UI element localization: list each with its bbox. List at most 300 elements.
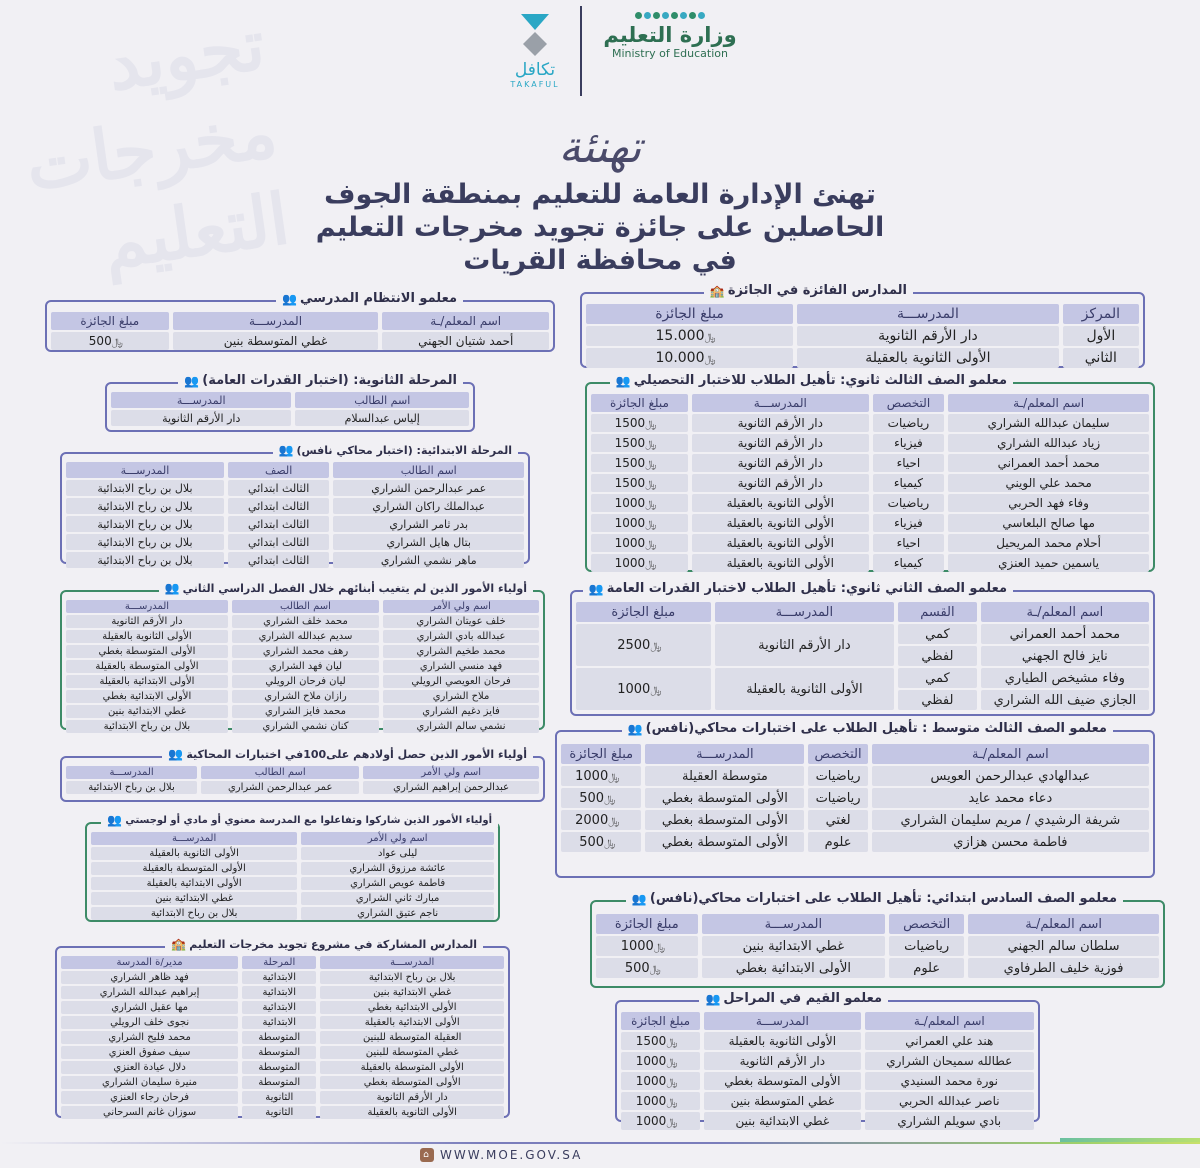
table-row	[61, 1031, 504, 1044]
table-cell: الأولى الثانوية بالعقيلة	[704, 1032, 860, 1050]
table-cell: الأولى المتوسطة بغطي	[704, 1072, 860, 1090]
column-header: التخصص	[889, 914, 964, 934]
table-cell: المتوسطة	[242, 1031, 316, 1044]
table-row	[66, 705, 539, 718]
table-cell: 1000﷼	[591, 534, 688, 552]
attendance-title: معلمو الانتظام المدرسي 👥	[276, 291, 463, 306]
table-cell: فيزياء	[873, 514, 945, 532]
table-cell: دار الأرقم الثانوية	[692, 474, 869, 492]
table-row	[61, 971, 504, 984]
table-cell: فرحان رجاء العنزي	[61, 1091, 238, 1104]
table-cell: ملاح الشراري	[383, 690, 539, 703]
guardians-absence-table	[62, 598, 543, 735]
table-cell: رازان ملاح الشراري	[232, 690, 379, 703]
table-row: وفاء مشيخص الطياري كمي الأولى الثانوية بالعقيلة 1000﷼	[576, 668, 1149, 688]
table-row	[61, 1076, 504, 1089]
column-header: المدرســـة	[645, 744, 804, 764]
table-cell: الثالث ابتدائي	[228, 534, 330, 550]
table-cell: سديم عبدالله الشراري	[232, 630, 379, 643]
table-row	[591, 454, 1149, 472]
table-row	[66, 675, 539, 688]
table-cell: بلال بن رباح الابتدائية	[320, 971, 504, 984]
participating-schools-title: المدارس المشاركة في مشروع تجويد مخرجات التعليم 🏫	[165, 937, 483, 951]
takaful-logo	[500, 12, 570, 89]
gat-teachers-title: معلمو الصف الثاني ثانوي: تأهيل الطلاب لاختبار القدرات العامة 👥	[583, 581, 1013, 596]
table-cell: دار الأرقم الثانوية	[692, 414, 869, 432]
table-row	[66, 660, 539, 673]
nafes-primary-box	[60, 443, 530, 567]
moe-ar: وزارة التعليم	[603, 23, 737, 47]
heading-line-1: تهنئ الإدارة العامة للتعليم بمنطقة الجوف	[324, 179, 876, 210]
table-cell: غطي الابتدائية بنين	[320, 986, 504, 999]
table-cell: الأولى الثانوية بالعقيلة	[66, 630, 228, 643]
table-cell: مها صالح البلعاسي	[948, 514, 1149, 532]
table-cell: عبدالله بادي الشراري	[383, 630, 539, 643]
column-header: مبلغ الجائزة	[591, 394, 688, 412]
table-cell: شريفة الرشيدي / مريم سليمان الشراري	[872, 810, 1149, 830]
table-cell: ياسمين حميد العنزي	[948, 554, 1149, 572]
table-cell: كنان نشمي الشراري	[232, 720, 379, 733]
table-cell: 1000﷼	[591, 494, 688, 512]
table-row	[621, 1072, 1034, 1090]
people-icon: 👥	[631, 891, 644, 906]
table-cell: الأولى المتوسطة بالعقيلة	[320, 1061, 504, 1074]
table-row	[561, 810, 1149, 830]
table-cell: الثالث ابتدائي	[228, 480, 330, 496]
table-row	[66, 480, 524, 496]
table-cell: 1000﷼	[621, 1052, 700, 1070]
column-header: المدرســـة	[702, 914, 886, 934]
table-cell: بادي سويلم الشراري	[865, 1112, 1034, 1130]
footer	[0, 1138, 1200, 1168]
column-header: المرحلة	[242, 956, 316, 969]
column-header: التخصص	[808, 744, 867, 764]
table-cell: 1000﷼	[591, 554, 688, 572]
table-row	[66, 516, 524, 532]
table-cell: 1000﷼	[621, 1092, 700, 1110]
table-cell: بدر ثامر الشراري	[333, 516, 524, 532]
column-header: اسم المعلم/ـة	[872, 744, 1149, 764]
table-cell: زياد عبدالله الشراري	[948, 434, 1149, 452]
table-row	[591, 514, 1149, 532]
nafes-sixth-title: معلمو الصف السادس ابتدائي: تأهيل الطلاب على اختبارات محاكي(نافس) 👥	[626, 891, 1123, 906]
table-cell: المتوسطة	[242, 1061, 316, 1074]
table-row: محمد أحمد العمراني كمي دار الأرقم الثانوية 2500﷼	[576, 624, 1149, 644]
column-header: المدرســـة	[320, 956, 504, 969]
people-icon: 👥	[615, 373, 628, 388]
column-header: اسم المعلم/ـة	[865, 1012, 1034, 1030]
table-cell: الأولى الثانوية بالعقيلة	[692, 534, 869, 552]
moe-logo	[600, 12, 740, 60]
gat-teachers-box	[570, 581, 1155, 716]
table-row	[621, 1032, 1034, 1050]
table-row	[621, 1052, 1034, 1070]
table-cell: سوزان غانم السرحاني	[61, 1106, 238, 1119]
nafes-intermediate-table	[557, 742, 1153, 854]
table-cell: 1500﷼	[621, 1032, 700, 1050]
school-icon: 🏫	[171, 937, 184, 951]
table-cell: فوزية خليف الطرفاوي	[968, 958, 1159, 978]
achievement-title: معلمو الصف الثالث ثانوي: تأهيل الطلاب للاختبار التحصيلي 👥	[610, 373, 1013, 388]
column-header: اسم المعلم/ـة	[948, 394, 1149, 412]
table-cell: عطالله سميحان الشراري	[865, 1052, 1034, 1070]
table-cell: خلف عويتان الشراري	[383, 615, 539, 628]
table-cell: بلال بن رباح الابتدائية	[66, 498, 224, 514]
table-cell: الأولى المتوسطة بغطي	[320, 1076, 504, 1089]
table-cell: عمر عبدالرحمن الشراري	[333, 480, 524, 496]
table-row	[91, 877, 494, 890]
table-cell: الثانوية	[242, 1106, 316, 1119]
achievement-table	[587, 392, 1153, 574]
table-cell: محمد فليح الشراري	[61, 1031, 238, 1044]
guardians-absence-title: أولياء الأمور الذين لم يتغيب أبنائهم خلال الفصل الدراسي الثاني 👥	[159, 581, 533, 595]
column-header: مبلغ الجائزة	[596, 914, 698, 934]
values-teachers-box	[615, 991, 1040, 1128]
table-row	[561, 832, 1149, 852]
people-icon: 👥	[107, 813, 120, 827]
takaful-en: TAKAFUL	[510, 80, 560, 89]
table-cell: نجوى خلف الرويلي	[61, 1016, 238, 1029]
table-cell: غطي الابتدائية بنين	[702, 936, 886, 956]
table-cell: علوم	[889, 958, 964, 978]
winning-schools-table: المركز المدرســـة مبلغ الجائزة الأول دار الأرقم الثانوية 15.000﷼ الثاني الأولى الثانوية بالعقيلة 10.000﷼	[582, 302, 1143, 370]
table-row	[61, 1061, 504, 1074]
footer-url[interactable]	[420, 1148, 582, 1162]
table-cell: احياء	[873, 534, 945, 552]
table-cell: رياضيات	[808, 788, 867, 808]
nafes-sixth-table	[592, 912, 1163, 980]
nafes-sixth-box	[590, 891, 1165, 988]
table-cell: 500﷼	[596, 958, 698, 978]
table-cell: الثالث ابتدائي	[228, 516, 330, 532]
table-row	[61, 1046, 504, 1059]
table-row	[91, 862, 494, 875]
column-header: اسم ولي الأمر	[301, 832, 494, 845]
column-header: اسم ولي الأمر	[383, 600, 539, 613]
column-header: اسم الطالب	[232, 600, 379, 613]
table-cell: المتوسطة	[242, 1046, 316, 1059]
table-cell: 1000﷼	[621, 1072, 700, 1090]
table-cell: الثالث ابتدائي	[228, 552, 330, 568]
table-row	[591, 554, 1149, 572]
column-header: مبلغ الجائزة	[621, 1012, 700, 1030]
table-cell: فهد ظاهر الشراري	[61, 971, 238, 984]
table-cell: علوم	[808, 832, 867, 852]
table-cell: سيف صفوق العنزي	[61, 1046, 238, 1059]
table-cell: الأولى الثانوية بالعقيلة	[692, 514, 869, 532]
table-cell: بتال هايل الشراري	[333, 534, 524, 550]
table-row	[66, 498, 524, 514]
table-cell: عبدالملك راكان الشراري	[333, 498, 524, 514]
footer-line	[0, 1142, 1200, 1144]
table-row	[561, 766, 1149, 786]
table-row: الأول دار الأرقم الثانوية 15.000﷼	[586, 326, 1139, 346]
column-header: المدرســـة	[704, 1012, 860, 1030]
table-cell: رياضيات	[808, 766, 867, 786]
table-row: إلياس عبدالسلام دار الأرقم الثانوية	[111, 410, 469, 426]
table-row	[66, 720, 539, 733]
table-cell: عبدالهادي عبدالرحمن العويس	[872, 766, 1149, 786]
table-cell: متوسطة العقيلة	[645, 766, 804, 786]
table-cell: رياضيات	[889, 936, 964, 956]
nafes-intermediate-box	[555, 721, 1155, 878]
moe-emblem-icon	[600, 12, 740, 19]
table-cell: سليمان عبدالله الشراري	[948, 414, 1149, 432]
column-header: المدرســـة	[66, 600, 228, 613]
column-header: اسم المعلم/ـة	[968, 914, 1159, 934]
column-header: التخصص	[873, 394, 945, 412]
table-cell: الابتدائية	[242, 1001, 316, 1014]
footer-url-text: WWW.MOE.GOV.SA	[440, 1148, 583, 1162]
table-cell: دار الأرقم الثانوية	[704, 1052, 860, 1070]
table-row	[66, 534, 524, 550]
table-cell: 1500﷼	[591, 434, 688, 452]
table-cell: دار الأرقم الثانوية	[692, 454, 869, 472]
table-cell: محمد أحمد العمراني	[948, 454, 1149, 472]
table-cell: أحلام محمد المريحيل	[948, 534, 1149, 552]
table-cell: بلال بن رباح الابتدائية	[66, 552, 224, 568]
table-cell: الثالث ابتدائي	[228, 498, 330, 514]
table-cell: 1000﷼	[621, 1112, 700, 1130]
table-cell: الابتدائية	[242, 986, 316, 999]
table-cell: الأولى الثانوية بالعقيلة	[91, 847, 297, 860]
table-cell: 1000﷼	[591, 514, 688, 532]
table-row: أحمد شتيان الجهني غطي المتوسطة بنين 500﷼	[51, 332, 549, 350]
table-cell: دار الأرقم الثانوية	[320, 1091, 504, 1104]
table-cell: دلال عيادة العنزي	[61, 1061, 238, 1074]
table-row: عبدالرحمن إبراهيم الشراري عمر عبدالرحمن الشراري بلال بن رباح الابتدائية	[66, 781, 539, 794]
guardians-absence-box	[60, 581, 545, 732]
table-row: الثاني الأولى الثانوية بالعقيلة 10.000﷼	[586, 348, 1139, 368]
table-cell: الأولى الثانوية بالعقيلة	[692, 494, 869, 512]
table-row	[591, 534, 1149, 552]
achievement-teachers-box	[585, 373, 1155, 572]
table-cell: غطي الابتدائية بنين	[91, 892, 297, 905]
table-cell: مها عقيل الشراري	[61, 1001, 238, 1014]
people-icon: 👥	[168, 747, 181, 761]
table-cell: دار الأرقم الثانوية	[66, 615, 228, 628]
table-cell: وفاء فهد الحربي	[948, 494, 1149, 512]
table-cell: نشمي سالم الشراري	[383, 720, 539, 733]
logo-divider	[580, 6, 582, 96]
table-cell: فيزياء	[873, 434, 945, 452]
table-row	[91, 892, 494, 905]
table-cell: ليان فهد الشراري	[232, 660, 379, 673]
table-cell: مبارك ثاني الشراري	[301, 892, 494, 905]
nafes-intermediate-title: معلمو الصف الثالث متوسط : تأهيل الطلاب على اختبارات محاكي(نافس) 👥	[622, 721, 1113, 736]
table-cell: الأولى الابتدائية بغطي	[702, 958, 886, 978]
table-cell: 2000﷼	[561, 810, 641, 830]
table-cell: 500﷼	[561, 832, 641, 852]
table-cell: دعاء محمد عايد	[872, 788, 1149, 808]
table-cell: غطي الابتدائية بنين	[704, 1112, 860, 1130]
guardians-participation-title: أولياء الأمور الذين شاركوا وتفاعلوا مع المدرسة معنوي أو مادي أو لوجستي 👥	[101, 813, 498, 827]
table-row	[61, 986, 504, 999]
table-cell: الأولى المتوسطة بغطي	[645, 788, 804, 808]
participating-schools-box	[55, 937, 510, 1118]
table-cell: لغتي	[808, 810, 867, 830]
winning-schools-box	[580, 283, 1145, 368]
table-row	[61, 1016, 504, 1029]
table-cell: فاطمة عويص الشراري	[301, 877, 494, 890]
table-cell: الأولى المتوسطة بغطي	[645, 832, 804, 852]
gat-students-title: المرحلة الثانوية: (اختبار القدرات العامة) 👥	[178, 373, 463, 388]
table-cell: احياء	[873, 454, 945, 472]
table-cell: الثانوية	[242, 1091, 316, 1104]
table-cell: الأولى المتوسطة بالعقيلة	[66, 660, 228, 673]
people-icon: 👥	[278, 443, 291, 457]
table-cell: رهف محمد الشراري	[232, 645, 379, 658]
table-row	[66, 645, 539, 658]
table-cell: الابتدائية	[242, 971, 316, 984]
table-cell: الأولى المتوسطة بالعقيلة	[91, 862, 297, 875]
column-header: المدرســـة	[66, 462, 224, 478]
table-row	[61, 1091, 504, 1104]
table-cell: 500﷼	[561, 788, 641, 808]
column-header: المدرســـة	[692, 394, 869, 412]
table-cell: ماهر نشمي الشراري	[333, 552, 524, 568]
column-header: الصف	[228, 462, 330, 478]
table-cell: الابتدائية	[242, 1016, 316, 1029]
table-row	[91, 907, 494, 920]
table-cell: رياضيات	[873, 494, 945, 512]
table-cell: 1000﷼	[596, 936, 698, 956]
values-title: معلمو القيم في المراحل 👥	[699, 991, 888, 1006]
table-cell: الأولى الابتدائية بغطي	[66, 690, 228, 703]
table-cell: 1500﷼	[591, 474, 688, 492]
table-cell: بلال بن رباح الابتدائية	[66, 516, 224, 532]
guardians-participation-box	[85, 813, 500, 922]
gat-teachers-table: اسم المعلم/ـة القسم المدرســـة مبلغ الجائزة محمد أحمد العمراني كمي دار الأرقم الثانوية 2500﷼ نايز فالح الجهني لفظي وفاء مشيخص الطياري كمي الأولى الثانوية بالعقيلة 1000﷼ الجازي ضيف الله الشراري لفظي	[572, 600, 1153, 712]
heading-line-3: في محافظة القريات	[463, 245, 737, 276]
table-row	[596, 936, 1159, 956]
table-cell: محمد فايز الشراري	[232, 705, 379, 718]
table-cell: الأولى الابتدائية بالعقيلة	[91, 877, 297, 890]
table-cell: محمد طخيم الشراري	[383, 645, 539, 658]
table-cell: فرحان العويصي الرويلي	[383, 675, 539, 688]
people-icon: 👥	[184, 373, 197, 388]
attendance-table: اسم المعلم/ـة المدرســـة مبلغ الجائزة أحمد شتيان الجهني غطي المتوسطة بنين 500﷼	[47, 310, 553, 352]
people-icon: 👥	[627, 721, 640, 736]
table-row	[66, 690, 539, 703]
web-icon: ⌂	[420, 1148, 434, 1162]
table-cell: 1500﷼	[591, 454, 688, 472]
table-cell: الأولى الابتدائية بغطي	[320, 1001, 504, 1014]
table-cell: سلطان سالم الجهني	[968, 936, 1159, 956]
table-cell: بلال بن رباح الابتدائية	[66, 480, 224, 496]
column-header: مدير/ة المدرسة	[61, 956, 238, 969]
table-row	[66, 630, 539, 643]
table-cell: بلال بن رباح الابتدائية	[66, 534, 224, 550]
moe-en: Ministry of Education	[611, 47, 728, 60]
participating-schools-table	[57, 954, 508, 1121]
table-cell: ليان فرحان الرويلي	[232, 675, 379, 688]
table-row	[591, 434, 1149, 452]
table-cell: غطي الابتدائية بنين	[66, 705, 228, 718]
gat-students-box	[105, 373, 475, 432]
attendance-box	[45, 291, 555, 352]
table-cell: دار الأرقم الثانوية	[692, 434, 869, 452]
table-cell: محمد علي الويني	[948, 474, 1149, 492]
table-row	[66, 615, 539, 628]
people-icon: 👥	[588, 581, 601, 596]
people-icon: 👥	[705, 991, 718, 1006]
table-cell: كيمياء	[873, 554, 945, 572]
table-row	[596, 958, 1159, 978]
table-cell: فايز دغيم الشراري	[383, 705, 539, 718]
table-cell: فهد منسي الشراري	[383, 660, 539, 673]
table-row: نايز فالح الجهني لفظي	[576, 646, 1149, 666]
background-calligraphy: تجويد مخرجات التعليم	[20, 2, 294, 286]
table-row	[561, 788, 1149, 808]
table-cell: الأولى الابتدائية بالعقيلة	[320, 1016, 504, 1029]
school-icon: 🏫	[709, 283, 722, 298]
table-cell: الأولى المتوسطة بغطي	[645, 810, 804, 830]
table-cell: غطي المتوسطة للبنين	[320, 1046, 504, 1059]
table-cell: الأولى الابتدائية بالعقيلة	[66, 675, 228, 688]
table-cell: الأولى المتوسطة بغطي	[66, 645, 228, 658]
guardians-100-box	[60, 747, 545, 802]
nafes-primary-title: المرحلة الابتدائية: (اختبار محاكي نافس) 👥	[273, 443, 518, 457]
column-header: مبلغ الجائزة	[561, 744, 641, 764]
table-cell: منيرة سليمان الشراري	[61, 1076, 238, 1089]
table-cell: بلال بن رباح الابتدائية	[91, 907, 297, 920]
table-cell: ناجم عتيق الشراري	[301, 907, 494, 920]
takaful-ar: تكافل	[514, 60, 556, 80]
table-row	[61, 1106, 504, 1119]
table-cell: نورة محمد السنيدي	[865, 1072, 1034, 1090]
column-header: اسم الطالب	[333, 462, 524, 478]
page-heading	[300, 118, 900, 277]
table-row: الجازي ضيف الله الشراري لفظي	[576, 690, 1149, 710]
tahniah-calligraphy: تهنئة	[558, 122, 642, 173]
table-cell: الأولى الثانوية بالعقيلة	[320, 1106, 504, 1119]
guardians-100-title: أولياء الأمور الذين حصل أولادهم على100في اختبارات المحاكية 👥	[162, 747, 533, 761]
table-row	[591, 414, 1149, 432]
gat-students-table: اسم الطالب المدرســـة إلياس عبدالسلام دار الأرقم الثانوية	[107, 390, 473, 428]
table-cell: ليلى عواد	[301, 847, 494, 860]
table-cell: بلال بن رباح الابتدائية	[66, 720, 228, 733]
table-cell: ناصر عبدالله الحربي	[865, 1092, 1034, 1110]
takaful-emblem-icon	[515, 12, 555, 56]
table-row	[621, 1092, 1034, 1110]
footer-accent	[1060, 1138, 1200, 1142]
people-icon: 👥	[164, 581, 177, 595]
table-row	[591, 474, 1149, 492]
table-cell: محمد خلف الشراري	[232, 615, 379, 628]
table-cell: فاطمة محسن هزازي	[872, 832, 1149, 852]
table-row	[621, 1112, 1034, 1130]
table-cell: 1000﷼	[561, 766, 641, 786]
table-cell: العقيلة المتوسطة للبنين	[320, 1031, 504, 1044]
nafes-primary-table	[62, 460, 528, 570]
winning-schools-title: المدارس الفائزة في الجائزة 🏫	[704, 283, 913, 298]
logos	[480, 6, 740, 98]
people-icon: 👥	[282, 291, 294, 306]
table-cell: الأولى الثانوية بالعقيلة	[692, 554, 869, 572]
values-table	[617, 1010, 1038, 1132]
column-header: المدرســـة	[91, 832, 297, 845]
table-cell: رياضيات	[873, 414, 945, 432]
table-cell: المتوسطة	[242, 1076, 316, 1089]
table-row	[66, 552, 524, 568]
table-row	[91, 847, 494, 860]
table-row	[61, 1001, 504, 1014]
heading-line-2: الحاصلين على جائزة تجويد مخرجات التعليم	[315, 212, 885, 243]
table-cell: غطي المتوسطة بنين	[704, 1092, 860, 1110]
table-cell: هند علي العمراني	[865, 1032, 1034, 1050]
table-cell: عائشة مرزوق الشراري	[301, 862, 494, 875]
